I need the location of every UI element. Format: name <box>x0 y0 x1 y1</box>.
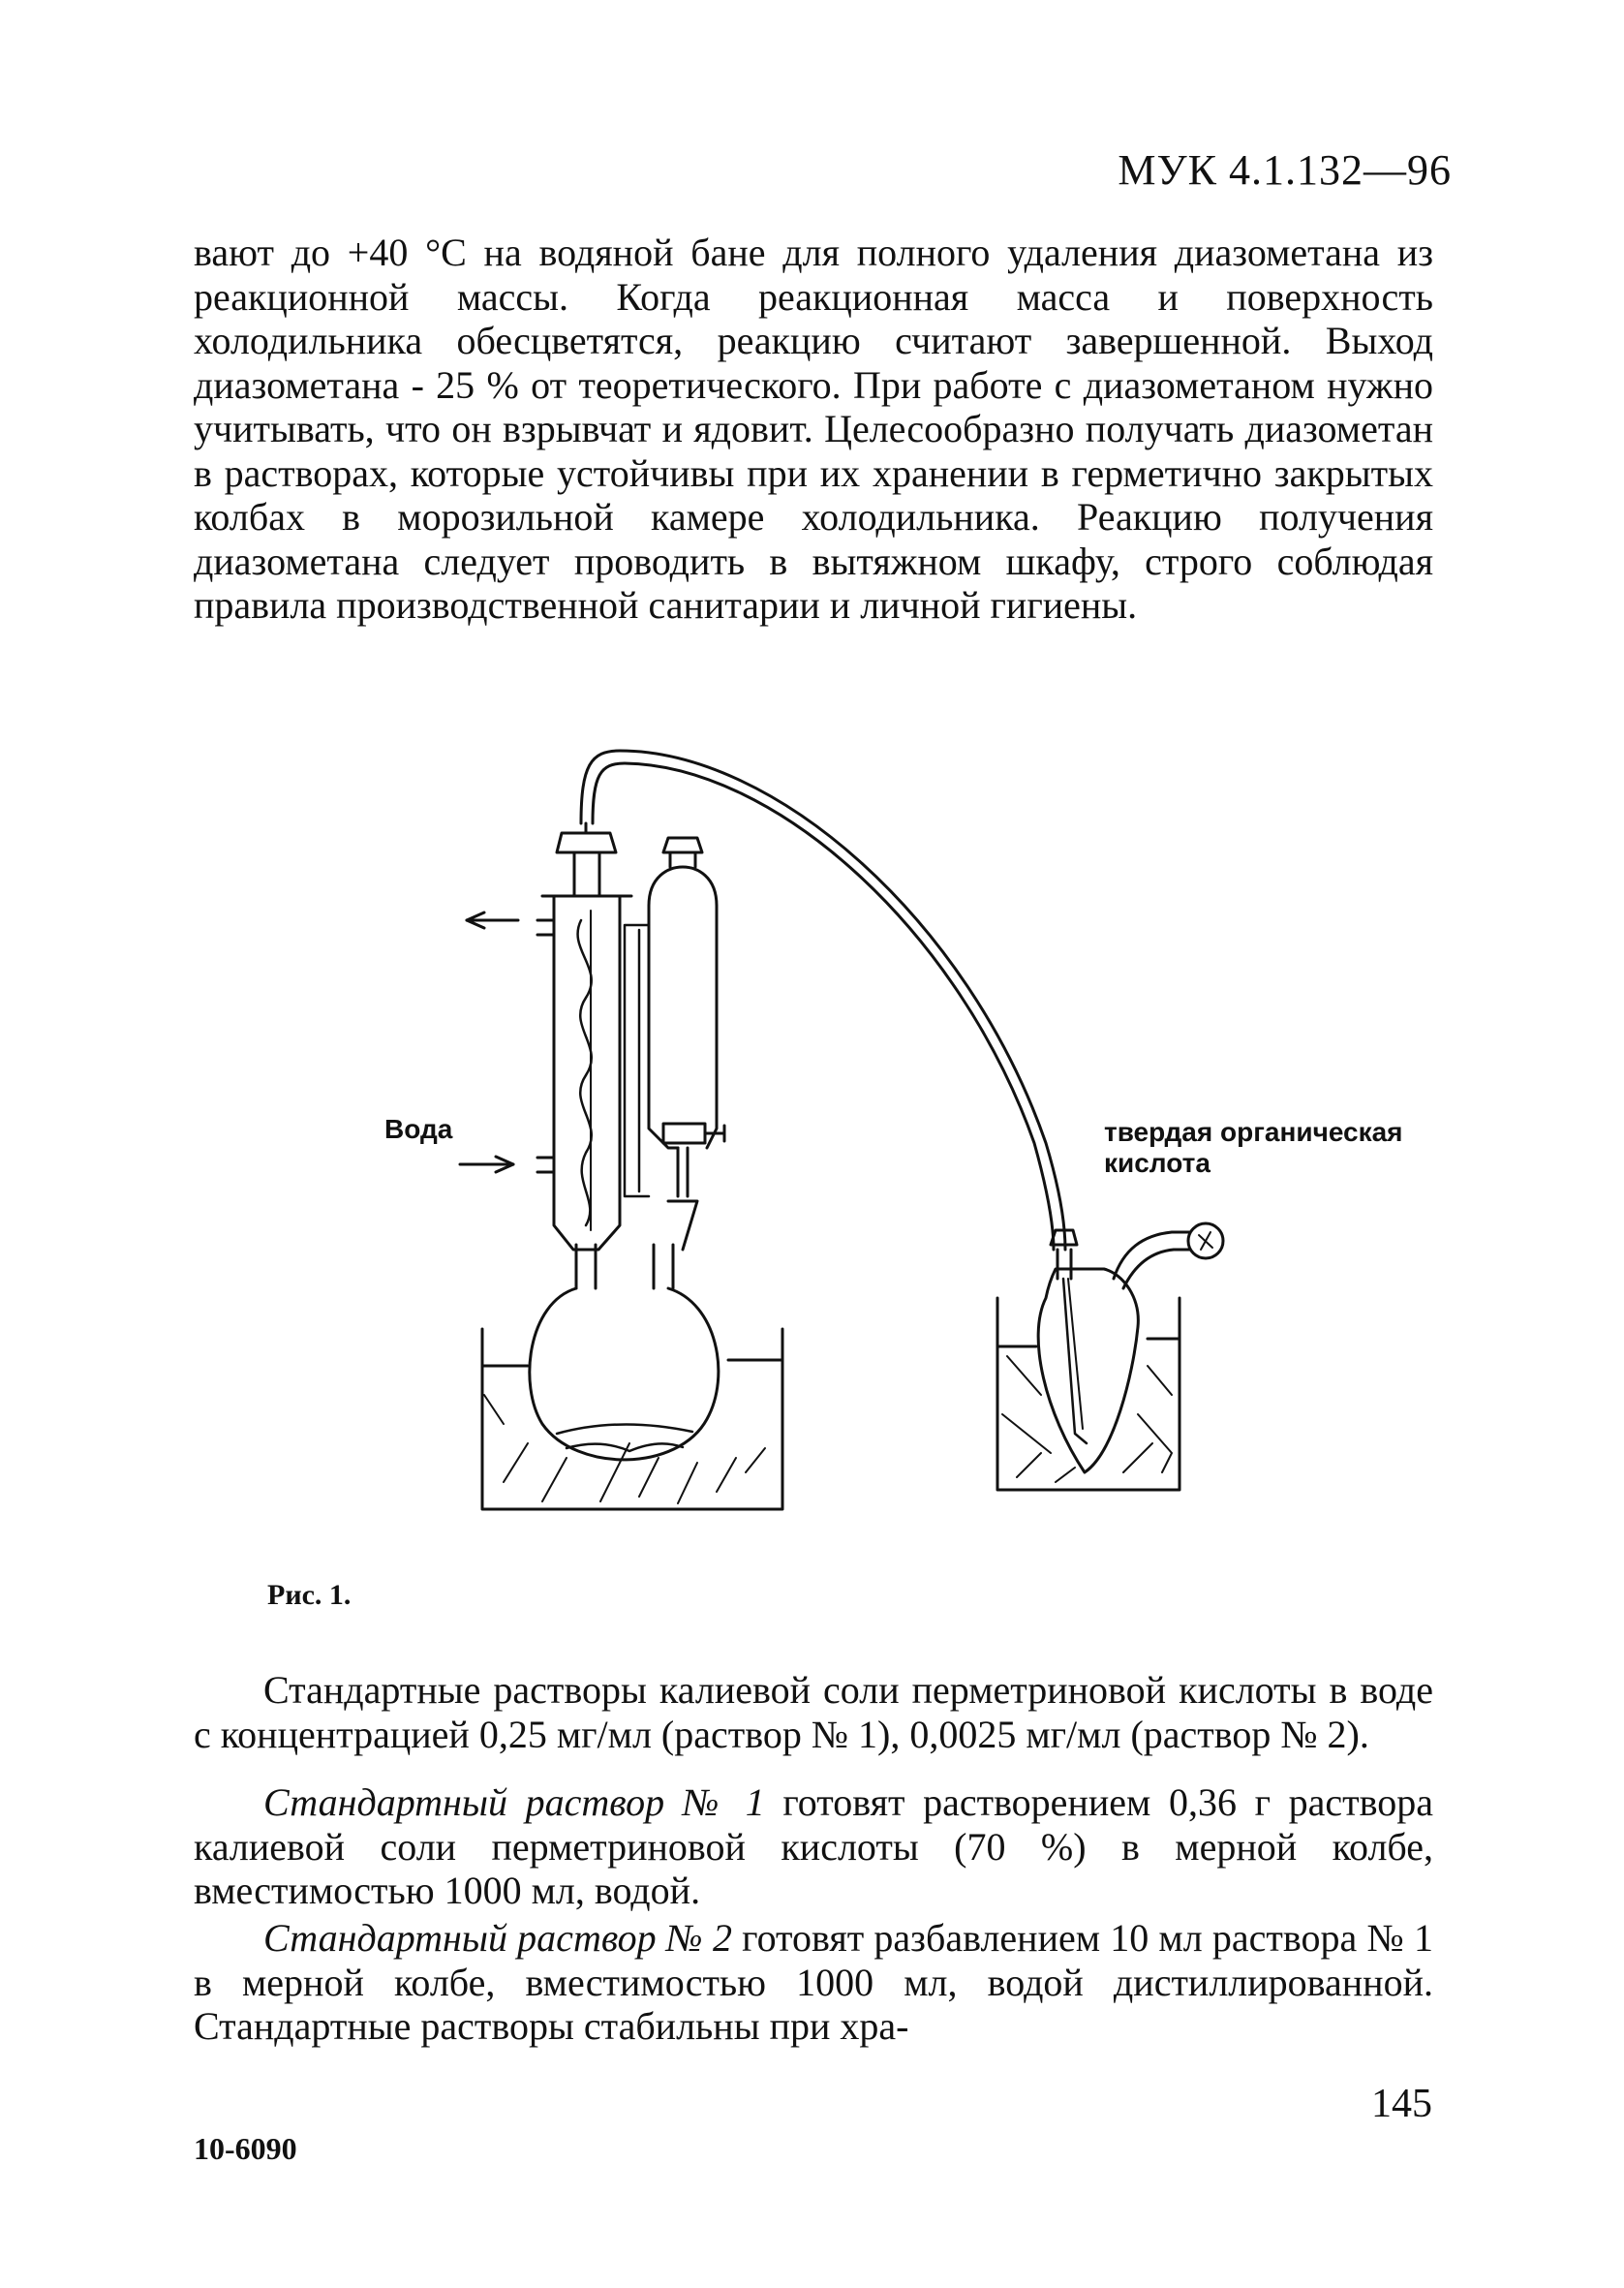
standard-solution-2-term: Стандартный раствор № 2 <box>263 1916 732 1960</box>
solid-organic-acid-label: твердая органическая кислота <box>1104 1117 1403 1178</box>
paragraph-3-text: готовят растворением 0,36 г раствора калиевой соли перметриновой кислоты (70 %) в мерной колбе, вместимостью 1000 мл, водой. <box>194 1780 1433 1912</box>
left-water-bath <box>482 1329 782 1509</box>
document-code: МУК 4.1.132—96 <box>1118 146 1452 194</box>
water-out-arrow <box>467 912 518 928</box>
right-cooling-bath <box>997 1298 1180 1490</box>
gas-delivery-tube <box>581 751 1065 1250</box>
standard-solution-1-term: Стандартный раствор № 1 <box>263 1780 765 1824</box>
print-code: 10-6090 <box>194 2131 297 2166</box>
figure-caption: Рис. 1. <box>267 1579 352 1611</box>
round-bottom-flask <box>530 1245 719 1460</box>
body-paragraph-2: Стандартные растворы калиевой соли перметриновой кислоты в воде с концентрацией 0,25 мг/мл (раствор № 1), 0,0025 мг/мл (раствор № 2). <box>194 1668 1433 1756</box>
reflux-condenser <box>537 833 631 1250</box>
body-paragraph-1: вают до +40 °С на водяной бане для полного удаления диазометана из реакционной массы. Когда реакционная масса и поверхность холодильника обесцветятся, реакцию считают завершенной. Выход диазометана - 25 % от теоретического. При работе с диазометаном нужно учитывать, что он взрывчат и ядовит. Целесообразно получать диазометан в растворах, которые устойчивы при их хранении в герметично закрытых колбах в морозильной камере холодильника. Реакцию получения диазометана следует проводить в вытяжном шкафу, строго соблюдая правила производственной санитарии и личной гигиены. <box>194 231 1433 627</box>
dropping-funnel <box>625 838 724 1250</box>
conical-reaction-vessel <box>1038 1223 1223 1472</box>
body-paragraph-3 <box>194 1780 1433 1913</box>
water-in-arrow <box>460 1157 513 1172</box>
water-label: Вода <box>384 1114 453 1144</box>
page-number: 145 <box>1371 2082 1432 2126</box>
paragraph-4-text: готовят разбавлением 10 мл раствора № 1 в мерной колбе, вместимостью 1000 мл, водой дистиллированной. Стандартные растворы стабильны при хра- <box>194 1916 1434 2048</box>
body-paragraph-4 <box>194 1916 1433 2049</box>
